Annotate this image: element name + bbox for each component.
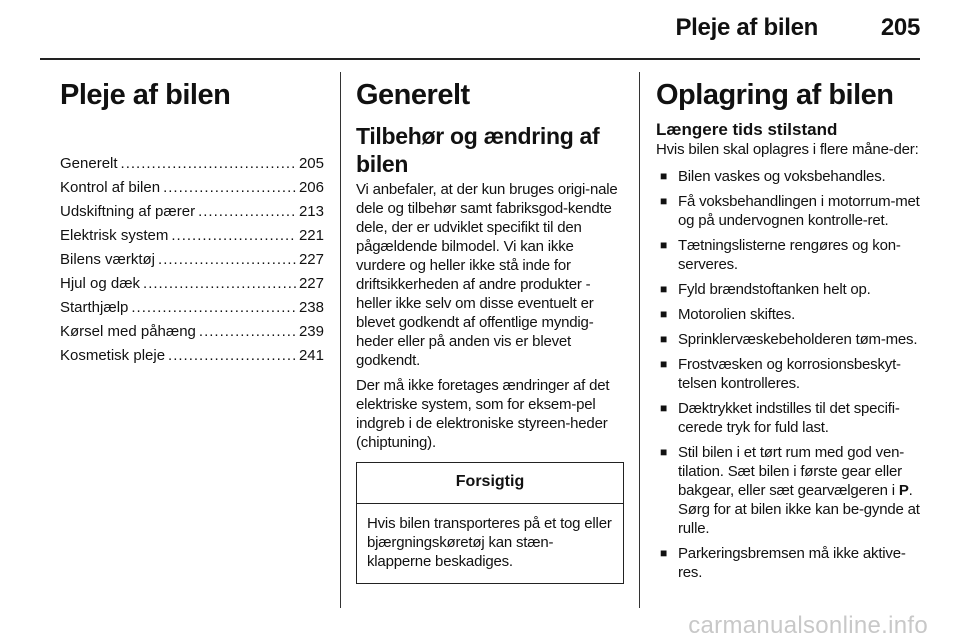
square-bullet-icon: ■ bbox=[660, 194, 668, 208]
toc-entry-page: 238 bbox=[298, 299, 324, 316]
list-item-text: Tætningslisterne rengøres og kon-serveres. bbox=[678, 237, 901, 273]
body-paragraph: Vi anbefaler, at der kun bruges origi-nale dele og tilbehør samt fabriksgod-kendte dele, der er udviklet specifikt til den pågældende bilmodel. Vi kan ikke vurdere og heller ikke stå inde for driftsikkerheden af andre produkter - heller ikke selv om disse eventuelt er blevet godkendt af offentlige myndig-heder eller på anden vis er blevet godkendt. bbox=[356, 181, 618, 369]
storage-checklist bbox=[656, 167, 922, 582]
toc-entry[interactable] bbox=[60, 152, 324, 176]
list-item bbox=[656, 399, 922, 437]
toc-entry-label: Generelt bbox=[60, 155, 118, 172]
list-item-text bbox=[678, 443, 922, 538]
toc-leader bbox=[168, 344, 296, 368]
list-item bbox=[656, 236, 922, 274]
toc-leader bbox=[143, 272, 296, 296]
toc-entry-page: 221 bbox=[298, 227, 324, 244]
chapter-contents-column bbox=[60, 72, 324, 368]
watermark: carmanualsonline.info bbox=[688, 612, 928, 639]
toc-entry-label: Kosmetisk pleje bbox=[60, 347, 166, 364]
square-bullet-icon: ■ bbox=[660, 332, 668, 346]
toc-entry-page: 239 bbox=[298, 323, 324, 340]
list-item-text: Motorolien skiftes. bbox=[678, 306, 796, 323]
toc-leader bbox=[131, 296, 296, 320]
list-item-text: Fyld brændstoftanken helt op. bbox=[678, 281, 871, 298]
column-divider-1 bbox=[340, 72, 341, 608]
square-bullet-icon: ■ bbox=[660, 546, 668, 560]
toc-entry-label: Udskiftning af pærer bbox=[60, 203, 196, 220]
running-header-title: Pleje af bilen bbox=[675, 14, 818, 41]
list-item bbox=[656, 443, 922, 538]
list-item bbox=[656, 544, 922, 582]
list-item-text: Dæktrykket indstilles til det specifi-cerede tryk for fuld last. bbox=[678, 400, 900, 436]
toc-entry-page: 213 bbox=[298, 203, 324, 220]
toc-entry[interactable] bbox=[60, 320, 324, 344]
caution-title: Forsigtig bbox=[357, 463, 623, 504]
list-item-text: Parkeringsbremsen må ikke aktive-res. bbox=[678, 545, 906, 581]
header-divider bbox=[40, 58, 920, 60]
list-item-text-part: Stil bilen i et tørt rum med god ven-tilation. Sæt bilen i første gear eller bakgear, eller sæt gearvælgeren i bbox=[678, 444, 905, 499]
square-bullet-icon: ■ bbox=[660, 357, 668, 371]
toc-entry[interactable] bbox=[60, 200, 324, 224]
toc-entry-page: 241 bbox=[298, 347, 324, 364]
square-bullet-icon: ■ bbox=[660, 445, 668, 459]
list-item bbox=[656, 167, 922, 186]
toc-leader bbox=[198, 200, 296, 224]
table-of-contents bbox=[60, 152, 324, 368]
toc-leader bbox=[158, 248, 296, 272]
square-bullet-icon: ■ bbox=[660, 307, 668, 321]
list-item-text: Frostvæsken og korrosionsbeskyt-telsen kontrolleres. bbox=[678, 356, 901, 392]
body-paragraph: Der må ikke foretages ændringer af det elektriske system, som for eksem-pel indgreb i de elektroniske styreen-heder (chiptuning). bbox=[356, 377, 610, 451]
column-divider-2 bbox=[639, 72, 640, 608]
list-item-text: Få voksbehandlingen i motorrum-met og på undervognen kontrolle-ret. bbox=[678, 193, 920, 229]
toc-entry-page: 227 bbox=[298, 275, 324, 292]
toc-entry[interactable] bbox=[60, 176, 324, 200]
square-bullet-icon: ■ bbox=[660, 282, 668, 296]
square-bullet-icon: ■ bbox=[660, 238, 668, 252]
toc-leader bbox=[121, 152, 296, 176]
storage-section-column bbox=[656, 72, 922, 588]
list-item-text-part: . Sørg for at bilen ikke kan be-gynde at rulle. bbox=[678, 482, 920, 537]
list-item-text: Bilen vaskes og voksbehandles. bbox=[678, 168, 886, 185]
caution-text: Hvis bilen transporteres på et tog eller bjærgningskøretøj kan stæn-klapperne beskadiges. bbox=[367, 515, 612, 570]
square-bullet-icon: ■ bbox=[660, 401, 668, 415]
toc-entry-page: 205 bbox=[298, 155, 324, 172]
toc-entry-page: 206 bbox=[298, 179, 324, 196]
toc-entry-label: Starthjælp bbox=[60, 299, 129, 316]
section-heading: Oplagring af bilen bbox=[656, 79, 894, 111]
general-section-column bbox=[356, 72, 624, 584]
toc-entry-label: Kørsel med påhæng bbox=[60, 323, 196, 340]
square-bullet-icon: ■ bbox=[660, 169, 668, 183]
toc-leader bbox=[199, 320, 296, 344]
chapter-title: Pleje af bilen bbox=[60, 79, 231, 111]
list-item bbox=[656, 305, 922, 324]
toc-entry-label: Hjul og dæk bbox=[60, 275, 141, 292]
list-item bbox=[656, 280, 922, 299]
toc-entry[interactable] bbox=[60, 296, 324, 320]
list-item-text: Sprinklervæskebeholderen tøm-mes. bbox=[678, 331, 918, 348]
section-heading: Generelt bbox=[356, 79, 470, 111]
list-item bbox=[656, 192, 922, 230]
subsection-heading: Tilbehør og ændring af bilen bbox=[356, 123, 600, 177]
intro-paragraph: Hvis bilen skal oplagres i flere måne-der: bbox=[656, 141, 919, 158]
toc-leader bbox=[171, 224, 296, 248]
subsection-heading: Længere tids stilstand bbox=[656, 120, 838, 139]
toc-entry[interactable] bbox=[60, 344, 324, 368]
caution-box bbox=[356, 462, 624, 584]
toc-entry-label: Kontrol af bilen bbox=[60, 179, 161, 196]
toc-entry-page: 227 bbox=[298, 251, 324, 268]
list-item bbox=[656, 355, 922, 393]
toc-entry[interactable] bbox=[60, 224, 324, 248]
toc-entry[interactable] bbox=[60, 248, 324, 272]
list-item bbox=[656, 330, 922, 349]
toc-entry[interactable] bbox=[60, 272, 324, 296]
toc-entry-label: Elektrisk system bbox=[60, 227, 169, 244]
gear-position-label: P bbox=[898, 482, 909, 499]
page-number: 205 bbox=[880, 14, 920, 41]
toc-leader bbox=[163, 176, 296, 200]
toc-entry-label: Bilens værktøj bbox=[60, 251, 156, 268]
